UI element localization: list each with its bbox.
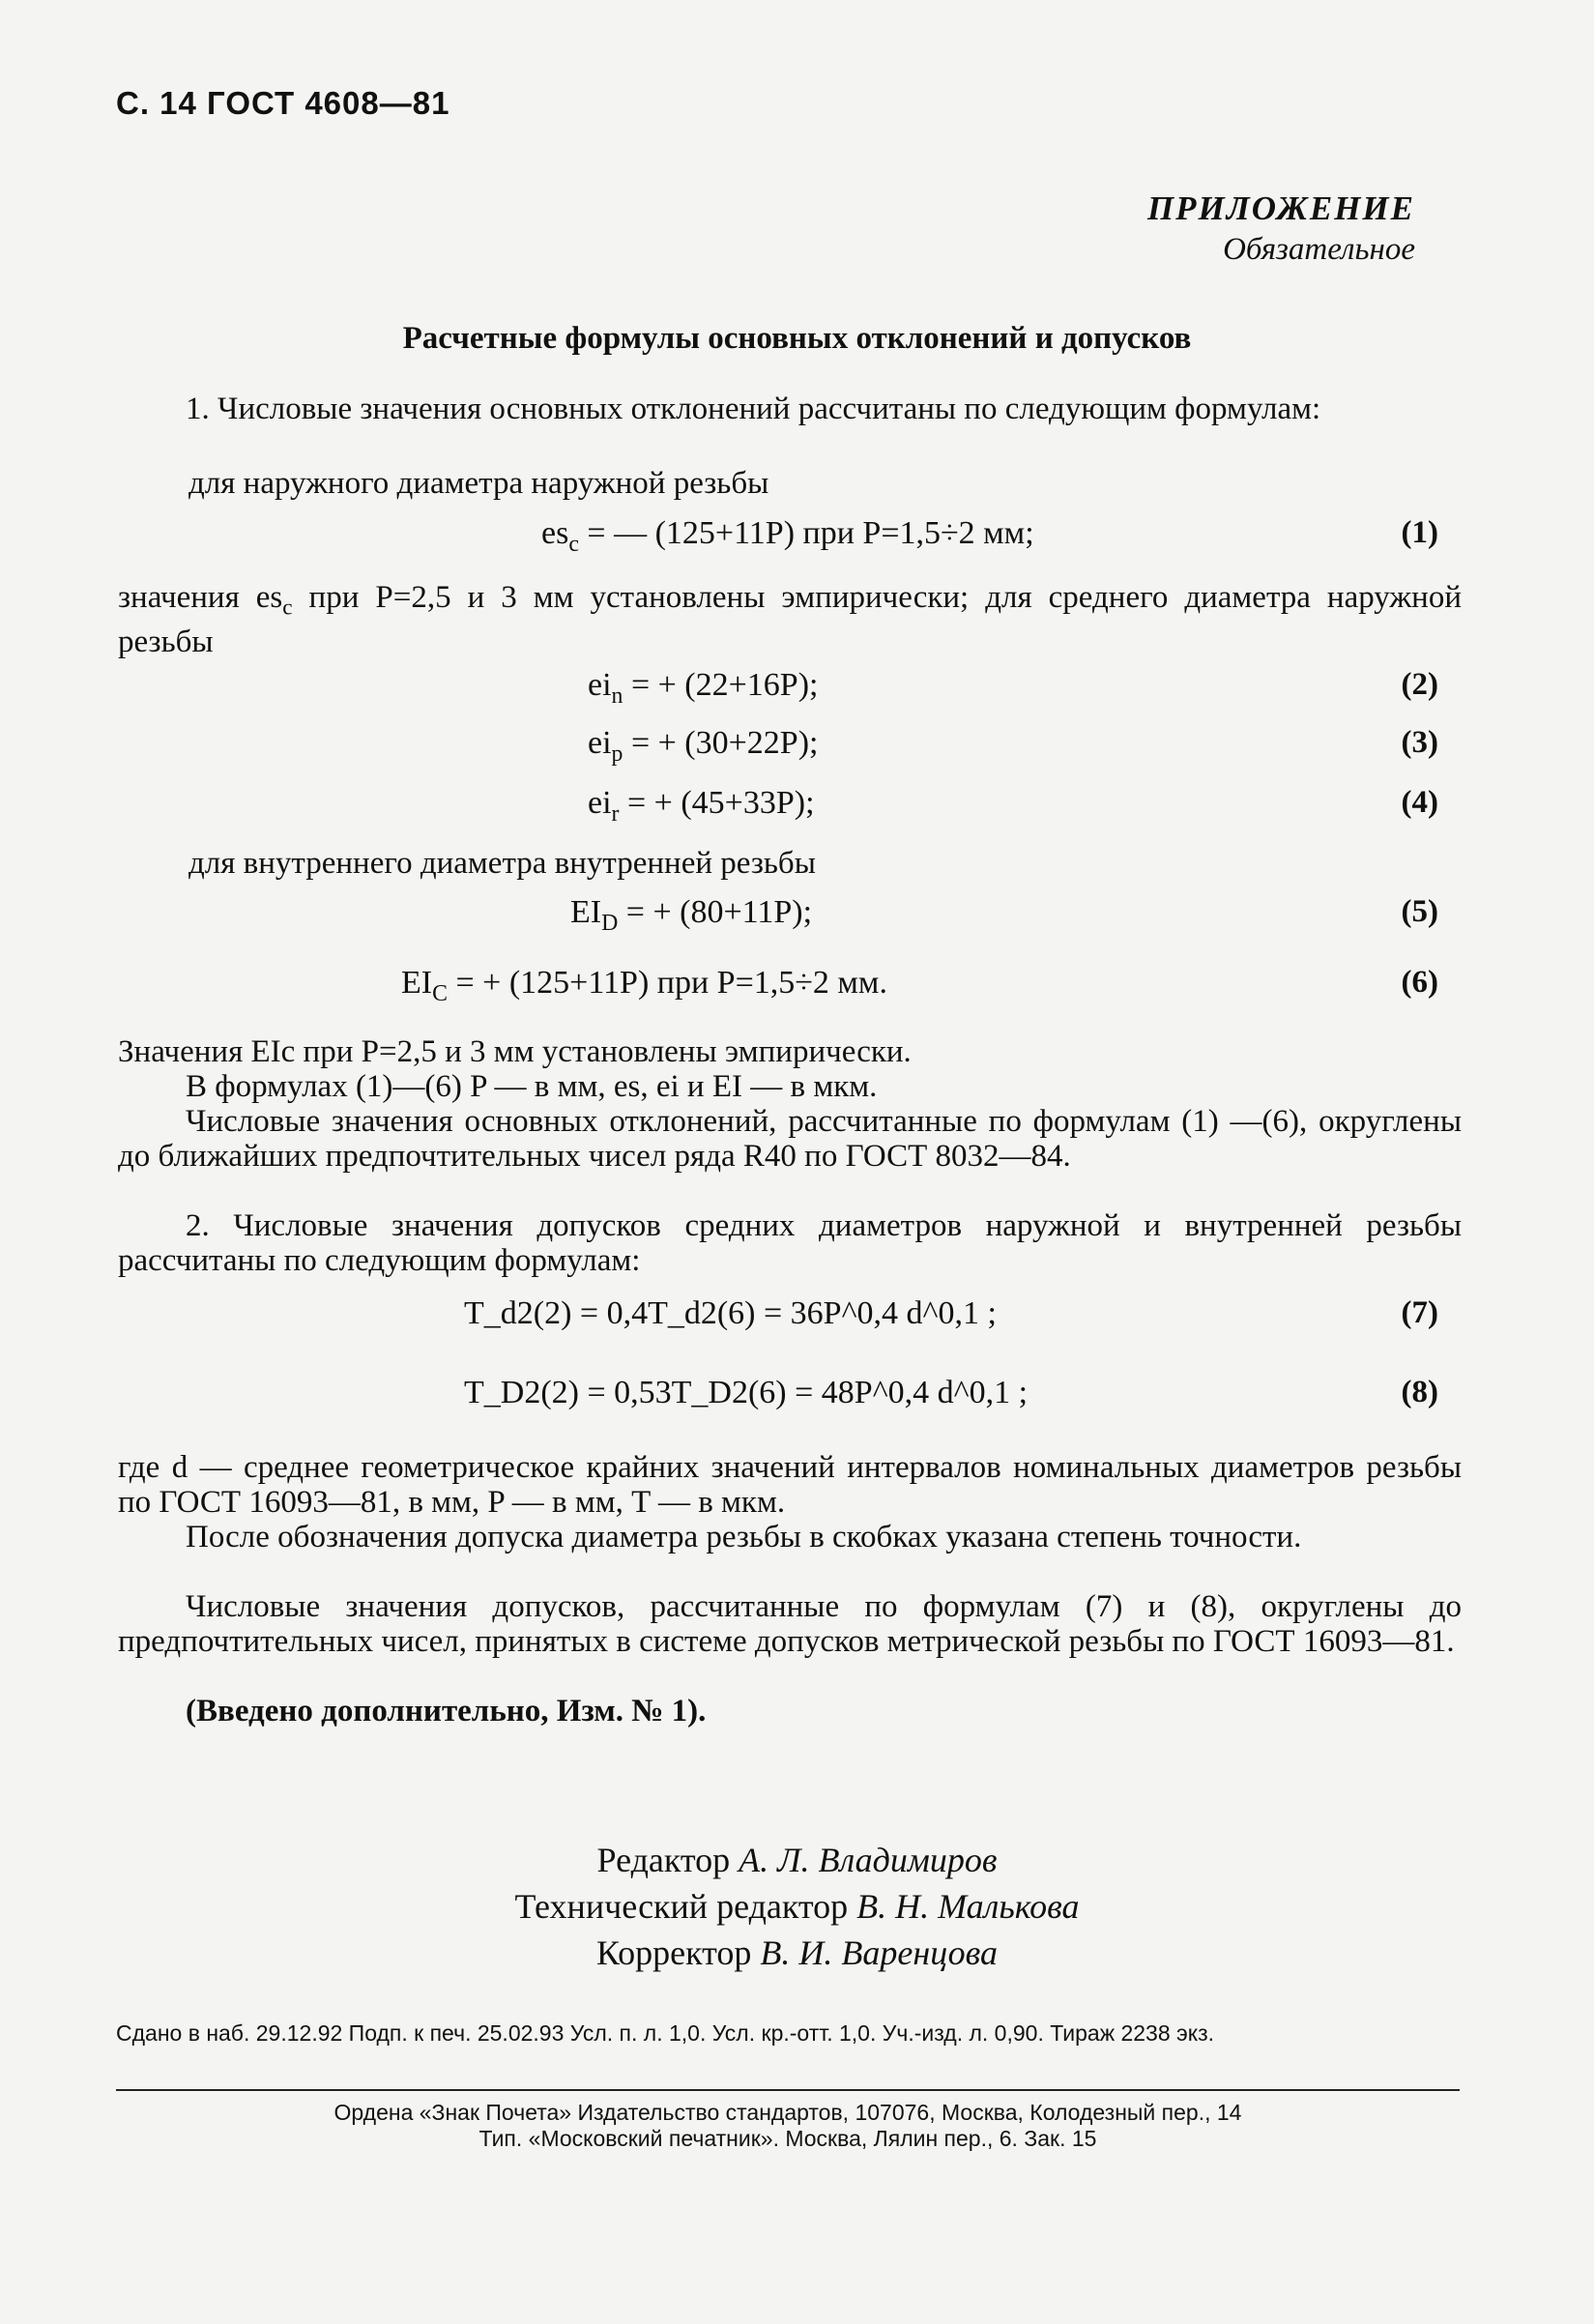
formula-8: T_D2(2) = 0,53T_D2(6) = 48P^0,4 d^0,1 ;	[464, 1375, 1029, 1410]
formula-8-number: (8)	[1401, 1375, 1438, 1409]
imprint-publisher: Ордена «Знак Почета» Издательство стандартов, 107076, Москва, Колодезный пер., 14 Тип. «Московский печатник». Москва, Лялин пер., 6. Зак. 15	[333, 2100, 1242, 2151]
paragraph-5: В формулах (1)—(6) P — в мм, es, ei и EI — в мкм.	[186, 1069, 878, 1104]
page-header: С. 14 ГОСТ 4608—81	[116, 85, 450, 121]
paragraph-6: Числовые значения основных отклонений, рассчитанные по формулам (1) —(6), округлены до ближайших предпочтительных чисел ряда R40 по ГОСТ 8032—84.	[118, 1104, 1462, 1174]
formula-2-number: (2)	[1401, 667, 1438, 702]
formula-6: $EI_C$ = + (125+11P) при P=1,5÷2 мм.	[401, 965, 887, 1006]
formula-5-number: (5)	[1401, 894, 1438, 929]
formula-1: $es_c$ = — (125+11P) при P=1,5÷2 мм;	[541, 515, 1034, 557]
paragraph-8: где d — среднее геометрическое крайних значений интервалов номинальных диаметров резьбы по ГОСТ 16093—81, в мм, P — в мм, T — в мкм.	[118, 1450, 1462, 1520]
imprint-print-data: Сдано в наб. 29.12.92 Подп. к печ. 25.02.93 Усл. п. л. 1,0. Усл. кр.-отт. 1,0. Уч.-изд. л. 0,90. Тираж 2238 экз.	[116, 2020, 1215, 2046]
formula-3-number: (3)	[1401, 725, 1438, 760]
credits	[0, 1837, 1594, 1976]
paragraph-4: Значения EIc при P=2,5 и 3 мм установлены эмпирически.	[118, 1034, 912, 1069]
paragraph-7: 2. Числовые значения допусков средних диаметров наружной и внутренней резьбы рассчитаны по следующим формулам:	[118, 1208, 1462, 1278]
paragraph-1: 1. Числовые значения основных отклонений рассчитаны по следующим формулам:	[186, 392, 1321, 426]
paragraph-11: (Введено дополнительно, Изм. № 1).	[186, 1694, 707, 1728]
paragraph-9: После обозначения допуска диаметра резьбы в скобках указана степень точности.	[186, 1520, 1302, 1554]
appendix-subtitle: Обязательное	[1223, 232, 1415, 267]
formula-5: $EI_D$ = + (80+11P);	[570, 894, 813, 936]
credit-corrector: Корректор В. И. Варенцова	[595, 1933, 999, 1972]
paragraph-2: значения $es_c$ при P=2,5 и 3 мм установлены эмпирически; для среднего диаметра наружной резьбы	[118, 580, 1462, 659]
paragraph-3: для внутреннего диаметра внутренней резьбы	[188, 846, 816, 881]
credit-tech-editor: Технический редактор В. Н. Малькова	[514, 1887, 1080, 1926]
paragraph-1b: для наружного диаметра наружной резьбы	[188, 466, 769, 501]
divider-line	[116, 2089, 1460, 2091]
formula-7: T_d2(2) = 0,4T_d2(6) = 36P^0,4 d^0,1 ;	[464, 1295, 997, 1331]
formula-6-number: (6)	[1401, 965, 1438, 1000]
formula-4-number: (4)	[1401, 785, 1438, 820]
formula-4: $ei_r$ = + (45+33P);	[588, 785, 815, 827]
section-title: Расчетные формулы основных отклонений и допусков	[402, 321, 1192, 356]
credit-editor: Редактор А. Л. Владимиров	[596, 1841, 998, 1879]
formula-3: $ei_p$ = + (30+22P);	[588, 725, 819, 767]
paragraph-10: Числовые значения допусков, рассчитанные по формулам (7) и (8), округлены до предпочтительных чисел, принятых в системе допусков метрической резьбы по ГОСТ 16093—81.	[118, 1589, 1462, 1659]
formula-2: $ei_n$ = + (22+16P);	[588, 667, 819, 709]
appendix-title: ПРИЛОЖЕНИЕ	[1146, 189, 1415, 227]
formula-7-number: (7)	[1401, 1295, 1438, 1330]
formula-1-number: (1)	[1401, 515, 1438, 550]
